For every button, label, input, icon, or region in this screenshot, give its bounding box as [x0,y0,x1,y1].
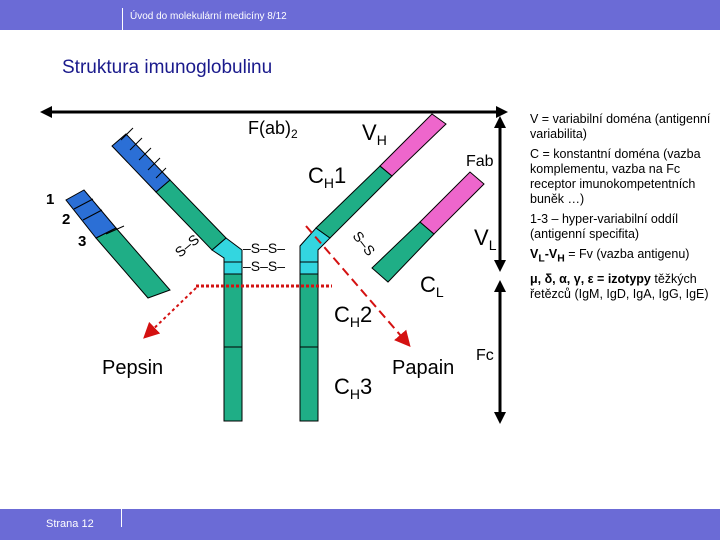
label-ch3: $C_H3$ [334,374,373,402]
fab2-arrow-right [496,106,508,118]
heavy-chain-left-variable [112,128,170,192]
ss-bond-right: S–S [349,227,379,259]
label-ch1: $C_H1$ [308,163,347,191]
label-hypervariable-2: 2 [62,211,71,228]
legend-fv: $V_L-V_H = Fv$ (vazba antigenu) [530,247,690,265]
label-fab2: $F(ab)_2$ [248,118,298,141]
label-hypervariable-3: 3 [78,233,87,250]
label-cl: $C_L$ [420,272,444,300]
legend-isotypes: μ, δ, α, γ, ε = izotypy těžkých řetězců (IgM, IgD, IgA, IgG, IgE) [530,271,709,301]
fc-heavy-chain-right [300,260,318,421]
fc-arrow-bottom [494,412,506,424]
legend-variable: V = variabilní doména (antigenní variabilita) [530,112,711,141]
label-pepsin: Pepsin [102,357,164,379]
ss-bond-hinge-1: –S–S– [243,240,286,256]
fab-arrow-bottom [494,260,506,272]
ss-bond-hinge-2: –S–S– [243,258,286,274]
footer-divider [121,509,122,527]
heavy-chain-left-arm [156,180,242,262]
label-fc: Fc [476,347,494,364]
label-fab: Fab [466,153,494,170]
label-ch2: $C_H2$ [334,302,373,330]
footer-bar [0,509,720,540]
label-vh: $V_H$ [362,120,387,148]
fab2-arrow-left [40,106,52,118]
fab-arrow-top [494,116,506,128]
fc-arrow-top [494,280,506,292]
fc-heavy-chain-left [224,260,242,421]
legend-hypervariable: 1-3 – hyper-variabilní oddíl (antigenní specifita) [530,212,678,241]
label-papain: Papain [392,357,455,379]
page-number: Strana 12 [46,518,94,530]
header-text: Úvod do molekulární medicíny 8/12 [130,11,287,22]
legend [530,112,715,307]
label-hypervariable-1: 1 [46,191,55,208]
ss-bond-left: S–S [171,231,203,261]
slide-title: Struktura imunoglobulinu [62,57,273,78]
light-chain-right [372,172,484,282]
label-vl: $V_L$ [474,225,497,253]
legend-constant: C = konstantní doména (vazba komplementu, vazba na Fc receptor imunokompetentních buněk …) [530,147,701,206]
